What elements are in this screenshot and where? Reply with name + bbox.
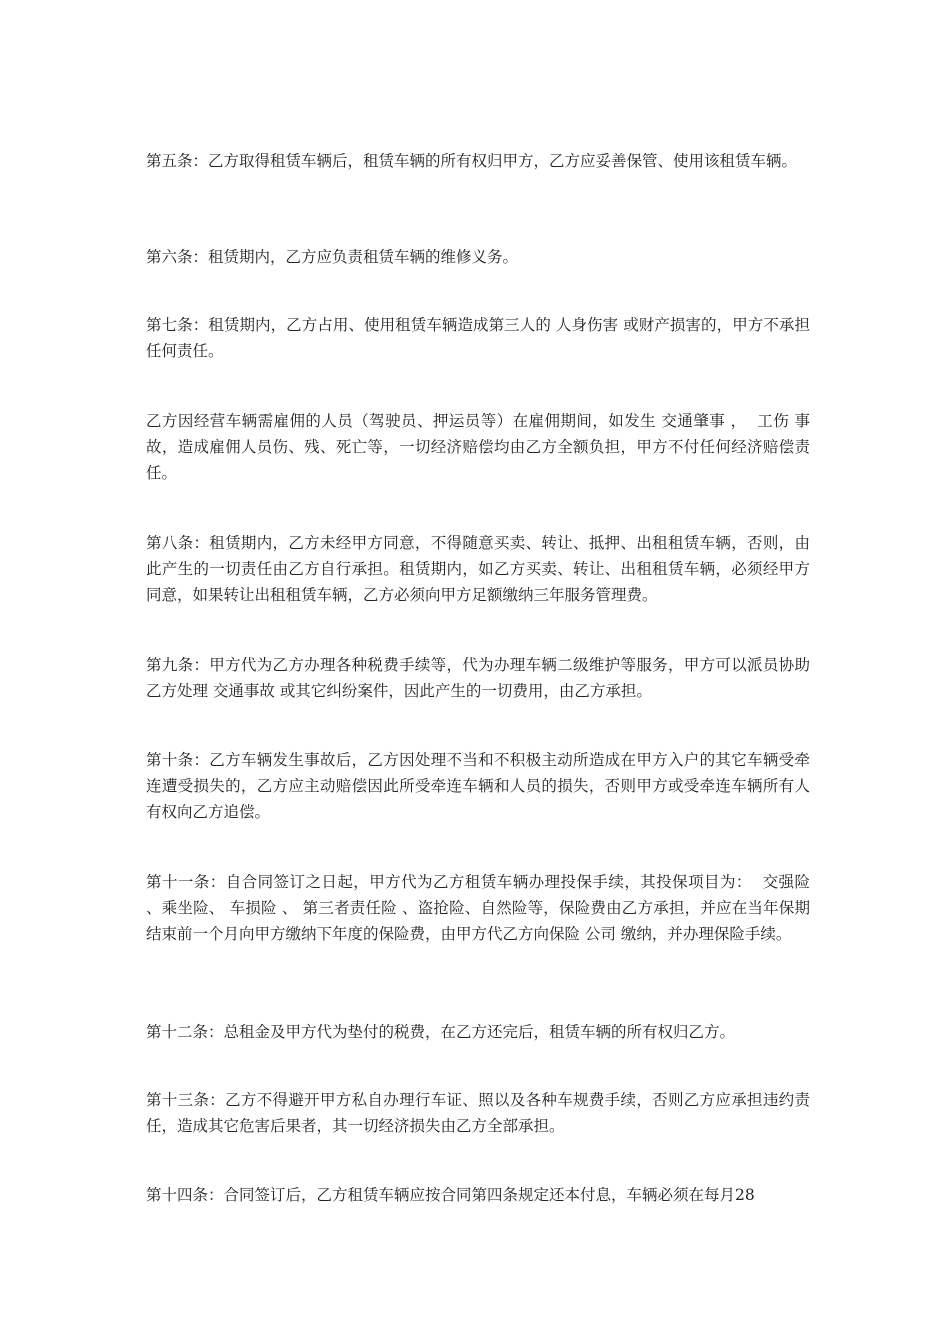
paragraph-article-7: 第七条：租赁期内，乙方占用、使用租赁车辆造成第三人的 人身伤害 或财产损害的，甲方不承担任何责任。 xyxy=(146,316,810,360)
paragraph-article-12: 第十二条：总租金及甲方代为垫付的税费，在乙方还完后，租赁车辆的所有权归乙方。 xyxy=(146,1023,736,1041)
paragraph-article-6: 第六条：租赁期内，乙方应负责租赁车辆的维修义务。 xyxy=(146,248,519,266)
paragraph-article-9: 第九条：甲方代为乙方办理各种税费手续等，代为办理车辆二级维护等服务，甲方可以派员协助乙方处理 交通事故 或其它纠纷案件，因此产生的一切费用，由乙方承担。 xyxy=(146,656,810,700)
paragraph-article-14: 第十四条：合同签订后，乙方租赁车辆应按合同第四条规定还本付息，车辆必须在每月28 xyxy=(146,1186,755,1204)
paragraph-article-8: 第八条：租赁期内，乙方未经甲方同意，不得随意买卖、转让、抵押、出租租赁车辆，否则，由此产生的一切责任由乙方自行承担。租赁期内，如乙方买卖、转让、出租租赁车辆，必须经甲方同意，如果转让出租租赁车辆，乙方必须向甲方足额缴纳三年服务管理费。 xyxy=(146,534,810,604)
paragraph-article-5: 第五条：乙方取得租赁车辆后，租赁车辆的所有权归甲方，乙方应妥善保管、使用该租赁车辆。 xyxy=(146,152,798,170)
paragraph-article-10: 第十条：乙方车辆发生事故后，乙方因处理不当和不积极主动所造成在甲方入户的其它车辆受牵连遭受损失的，乙方应主动赔偿因此所受牵连车辆和人员的损失，否则甲方或受牵连车辆所有人有权向乙方追偿。 xyxy=(146,751,810,821)
paragraph-employee-liability: 乙方因经营车辆需雇佣的人员（驾驶员、押运员等）在雇佣期间，如发生 交通肇事 ， 工伤 事故，造成雇佣人员伤、残、死亡等，一切经济赔偿均由乙方全额负担，甲方不付任何经济赔偿责任。 xyxy=(146,412,810,482)
paragraph-article-11: 第十一条：自合同签订之日起，甲方代为乙方租赁车辆办理投保手续，其投保项目为： 交强险 、乘坐险、 车损险 、 第三者责任险 、盗抢险、自然险等，保险费由乙方承担，并应在当年保期结束前一个月向甲方缴纳下年度的保险费，由甲方代乙方向保险 公司 缴纳，并办理保险手续。 xyxy=(146,873,815,943)
paragraph-article-13: 第十三条：乙方不得避开甲方私自办理行车证、照以及各种车规费手续，否则乙方应承担违约责任，造成其它危害后果者，其一切经济损失由乙方全部承担。 xyxy=(146,1091,810,1135)
